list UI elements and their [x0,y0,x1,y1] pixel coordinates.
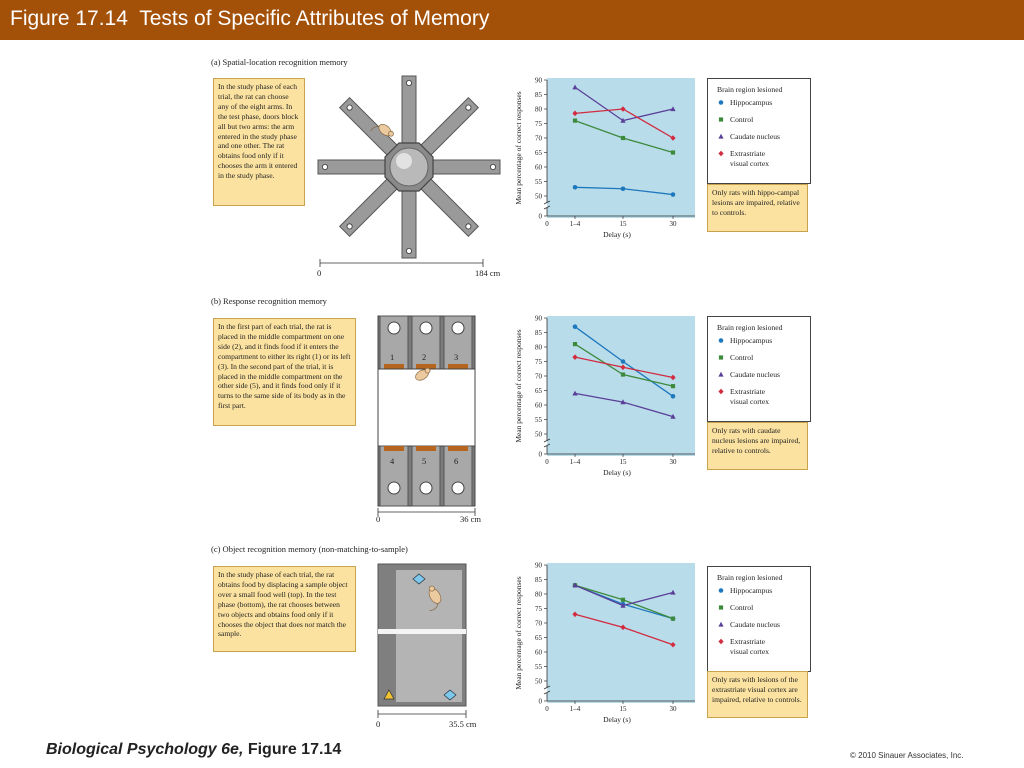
y-tick-label: 90 [535,76,542,85]
y-tick-label: 70 [535,372,542,381]
y-tick-label: 55 [535,416,542,424]
x-axis-label: Delay (s) [603,468,631,477]
data-point-control [671,150,675,154]
legend-marker-control [719,117,723,121]
data-point-control [621,598,625,602]
compartment-6-label: 6 [454,456,459,466]
y-tick-label: 50 [535,192,542,201]
legend-label: Caudate nucleus [730,132,780,141]
legend-label: Extrastriate [730,387,765,396]
panel-a-finding: Only rats with hippo-campal lesions are impaired, relative to controls. [707,184,808,232]
compartment-5-label: 5 [422,456,427,466]
panel-b-scale-start: 0 [376,514,381,524]
legend-label: Caudate nucleus [730,620,780,629]
y-tick-label: 0 [538,212,542,221]
arena-divider [378,629,466,634]
panel-a-legend-markers [707,78,811,184]
x-tick-label: 0 [545,705,549,713]
panel-b-scale-end: 36 cm [460,514,482,524]
legend-marker-extrastriate [718,639,723,645]
y-tick-label: 80 [535,343,542,352]
legend-marker-caudate [718,372,723,377]
y-tick-label: 80 [535,105,542,114]
panel-c-label: (c) Object recognition memory (non-matching-to-sample) [211,544,408,554]
y-tick-label: 55 [535,663,542,671]
y-tick-label: 50 [535,430,542,439]
data-point-control [573,342,577,346]
y-axis-label: Mean percentage of correct responses [514,329,523,443]
book-citation: Biological Psychology 6e, Figure 17.14 [46,741,342,758]
panel-a-scale-start: 0 [317,268,322,278]
y-tick-label: 90 [535,561,542,570]
y-axis-label: Mean percentage of correct responses [514,91,523,205]
data-point-control [621,136,625,140]
panel-c-legend-markers [707,566,811,672]
panel-b-finding: Only rats with caudate nucleus lesions are impaired, relative to controls. [707,422,808,470]
box-top-compartments [378,316,475,376]
legend-label: Caudate nucleus [730,370,780,379]
y-tick-label: 55 [535,178,542,186]
x-tick-label: 15 [619,220,627,228]
y-tick-label: 70 [535,619,542,628]
panel-a-label: (a) Spatial-location recognition memory [211,57,348,67]
data-point-hippocampus [671,192,676,197]
compartment-3-label: 3 [454,352,459,362]
legend-label: Hippocampus [730,336,773,345]
legend-title: Brain region lesioned [717,323,783,332]
x-tick-label: 1–4 [569,220,581,228]
panel-c-description: In the study phase of each trial, the rat obtains food by displacing a sample object over a small food well (top). In the test phase (bottom), the rat chooses between two objects and obtains food only if it chooses the object that does not match the sample. [213,566,356,652]
legend-marker-caudate [718,622,723,627]
legend-label: Extrastriate [730,637,765,646]
y-tick-label: 60 [535,163,542,172]
panel-c-finding: Only rats with lesions of the extrastriate visual cortex are impaired, relative to controls. [707,671,808,718]
x-tick-label: 30 [669,705,677,713]
legend-marker-caudate [718,134,723,139]
compartment-2-label: 2 [422,352,427,362]
x-tick-label: 15 [619,458,627,466]
y-tick-label: 65 [535,387,542,395]
y-tick-label: 65 [535,634,542,642]
legend-label-cont: visual cortex [730,397,770,406]
y-tick-label: 60 [535,648,542,657]
x-axis-label: Delay (s) [603,230,631,239]
y-tick-label: 0 [538,450,542,459]
x-tick-label: 1–4 [569,705,581,713]
object-arena-illustration [370,556,480,731]
x-axis-label: Delay (s) [603,715,631,724]
panel-b-description: In the first part of each trial, the rat is placed in the middle compartment on one side (2), and it finds food if it enters the compartment to either its right (1) or its left (3). In the second part of the trial, it is placed in the middle compartment on the other side (5), and it finds food only if it turns to the same side of its body as in the first part. [213,318,356,426]
data-point-control [671,617,675,621]
slide-title: Figure 17.14 Tests of Specific Attributes of Memory [10,7,490,30]
legend-title: Brain region lesioned [717,85,783,94]
x-tick-label: 1–4 [569,458,581,466]
data-point-hippocampus [621,359,626,364]
x-tick-label: 15 [619,705,627,713]
plot-area [547,78,695,218]
box-bottom-compartments [378,446,475,506]
y-tick-label: 75 [535,358,542,366]
y-tick-label: 65 [535,149,542,157]
legend-label-cont: visual cortex [730,647,770,656]
y-tick-label: 85 [535,91,542,99]
y-tick-label: 70 [535,134,542,143]
legend-marker-control [719,605,723,609]
panel-a-scale-end: 184 cm [475,268,501,278]
legend-title: Brain region lesioned [717,573,783,582]
maze-scale-bar [320,259,483,267]
y-tick-label: 60 [535,401,542,410]
legend-marker-hippocampus [719,100,724,105]
legend-label: Extrastriate [730,149,765,158]
legend-marker-control [719,355,723,359]
data-point-hippocampus [671,394,676,399]
y-tick-label: 75 [535,120,542,128]
response-box-illustration [370,310,490,535]
radial-maze-illustration [310,70,510,280]
legend-label: Hippocampus [730,586,773,595]
panel-c-scale-start: 0 [376,719,381,729]
y-tick-label: 50 [535,677,542,686]
title-bar [0,0,1024,40]
x-tick-label: 30 [669,220,677,228]
data-point-control [621,372,625,376]
legend-marker-extrastriate [718,151,723,157]
data-point-control [573,119,577,123]
y-tick-label: 75 [535,605,542,613]
legend-label: Hippocampus [730,98,773,107]
x-tick-label: 0 [545,458,549,466]
data-point-hippocampus [573,185,578,190]
panel-b-label: (b) Response recognition memory [211,296,327,306]
x-tick-label: 0 [545,220,549,228]
y-tick-label: 90 [535,314,542,323]
legend-marker-hippocampus [719,338,724,343]
box-central-area [378,369,475,446]
legend-marker-hippocampus [719,588,724,593]
y-tick-label: 0 [538,697,542,706]
data-point-hippocampus [621,186,626,191]
x-tick-label: 30 [669,458,677,466]
legend-marker-extrastriate [718,389,723,395]
copyright-notice: © 2010 Sinauer Associates, Inc. [850,751,964,760]
data-point-hippocampus [573,324,578,329]
panel-a-description: In the study phase of each trial, the rat can choose any of the eight arms. In the test phase, doors block all but two arms: the arm entered in the study phase and one other. The rat obtains food only if it chooses the arm it entered in the study phase. [213,78,305,206]
y-tick-label: 85 [535,576,542,584]
legend-label-cont: visual cortex [730,159,770,168]
legend-label: Control [730,603,754,612]
plot-area [547,563,695,703]
panel-b-legend-markers [707,316,811,422]
compartment-4-label: 4 [390,456,395,466]
legend-label: Control [730,353,754,362]
y-tick-label: 80 [535,590,542,599]
y-axis-label: Mean percentage of correct responses [514,576,523,690]
data-point-control [671,384,675,388]
y-tick-label: 85 [535,329,542,337]
legend-label: Control [730,115,754,124]
arena-scale-bar [378,710,466,718]
panel-c-scale-end: 35.5 cm [449,719,477,729]
compartment-1-label: 1 [390,352,395,362]
